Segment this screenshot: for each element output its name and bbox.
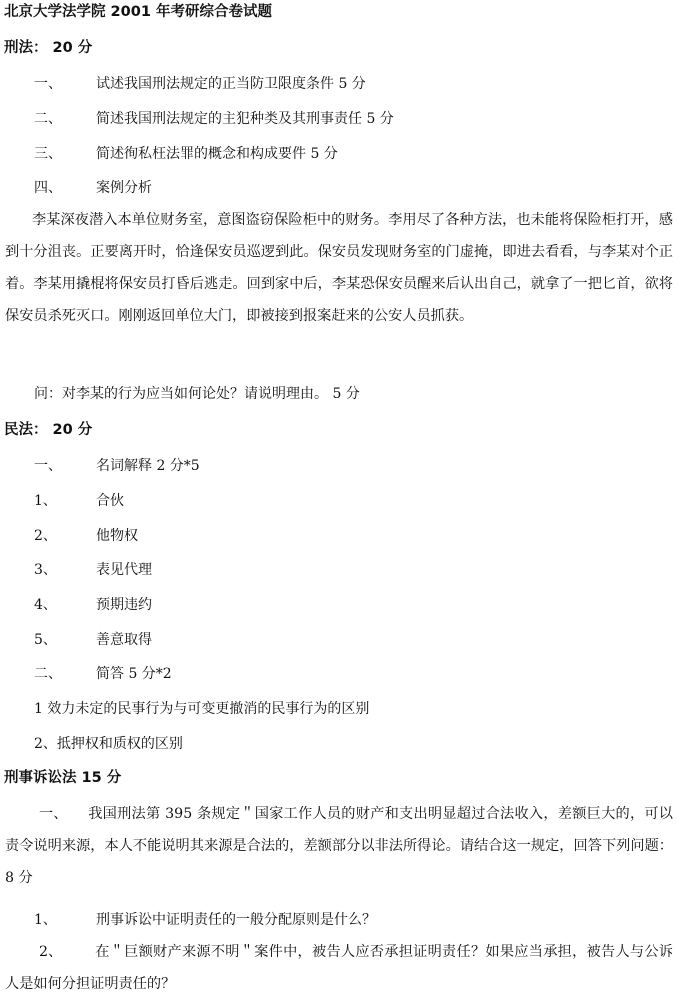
question-number: 二、	[34, 111, 62, 127]
section-heading-criminal-law: 刑法： 20 分	[4, 40, 93, 56]
term-item	[34, 491, 124, 511]
term-text: 善意取得	[96, 632, 152, 648]
short-answer-2: 2、抵押权和质权的区别	[34, 736, 183, 752]
question-text: 简述我国刑法规定的主犯种类及其刑事责任 5 分	[96, 111, 394, 127]
sub-question-text: 刑事诉讼中证明责任的一般分配原则是什么？	[96, 912, 376, 928]
procedure-sub-question-2	[5, 936, 673, 1000]
procedure-sub-question-1	[34, 910, 376, 930]
procedure-intro-paragraph	[5, 798, 673, 894]
document-title: 北京大学法学院 2001 年考研综合卷试题	[4, 4, 272, 20]
part-number: 二、	[34, 666, 62, 682]
term-text: 合伙	[96, 493, 124, 509]
sub-question-number: 1、	[34, 912, 57, 928]
term-text: 表见代理	[96, 562, 152, 578]
term-item	[34, 595, 152, 615]
term-number: 4、	[34, 597, 57, 613]
question-number: 四、	[34, 180, 62, 196]
civil-part-1	[34, 456, 200, 476]
term-number: 2、	[34, 528, 57, 544]
term-text: 他物权	[96, 528, 138, 544]
question-number: 三、	[34, 146, 62, 162]
question-1	[34, 74, 366, 94]
term-number: 3、	[34, 562, 57, 578]
intro-number: 一、	[39, 806, 68, 822]
term-number: 5、	[34, 632, 57, 648]
short-answer-1: 1 效力未定的民事行为与可变更撤消的民事行为的区别	[34, 701, 370, 717]
question-number: 一、	[34, 76, 62, 92]
section-heading-civil-law: 民法： 20 分	[4, 422, 93, 438]
term-item	[34, 630, 152, 650]
question-4	[34, 178, 152, 198]
intro-text: 我国刑法第 395 条规定＂国家工作人员的财产和支出明显超过合法收入，差额巨大的，可以责令说明来源，本人不能说明其来源是合法的，差额部分以非法所得论。请结合这一规定，回答下列问题： 8 分	[5, 806, 673, 886]
part-text: 名词解释 2 分*5	[96, 458, 200, 474]
question-text: 案例分析	[96, 180, 152, 196]
sub-question-text: 在＂巨额财产来源不明＂案件中，被告人应否承担证明责任？如果应当承担，被告人与公诉人是如何分担证明责任的？	[5, 944, 673, 992]
question-2	[34, 109, 394, 129]
question-text: 简述徇私枉法罪的概念和构成要件 5 分	[96, 146, 338, 162]
part-text: 简答 5 分*2	[96, 666, 172, 682]
question-text: 试述我国刑法规定的正当防卫限度条件 5 分	[96, 76, 366, 92]
part-number: 一、	[34, 458, 62, 474]
case-paragraph: 李某深夜潜入本单位财务室，意图盗窃保险柜中的财务。李用尽了各种方法，也未能将保险柜打开，感到十分沮丧。正要离开时，恰逢保安员巡逻到此。保安员发现财务室的门虚掩，即进去看看，与李某对个正着。李某用撬棍将保安员打昏后逃走。回到家中后，李某恐保安员醒来后认出自己，就拿了一把匕首，欲将保安员杀死灭口。刚刚返回单位大门，即被接到报案赶来的公安人员抓获。	[5, 212, 673, 324]
term-item	[34, 526, 138, 546]
section-heading-criminal-procedure: 刑事诉讼法 15 分	[4, 770, 122, 786]
term-item	[34, 560, 152, 580]
sub-question-number: 2、	[39, 944, 63, 960]
question-3	[34, 144, 338, 164]
term-text: 预期违约	[96, 597, 152, 613]
term-number: 1、	[34, 493, 57, 509]
civil-part-2	[34, 664, 172, 684]
case-question: 问：对李某的行为应当如何论处？请说明理由。 5 分	[34, 386, 360, 402]
